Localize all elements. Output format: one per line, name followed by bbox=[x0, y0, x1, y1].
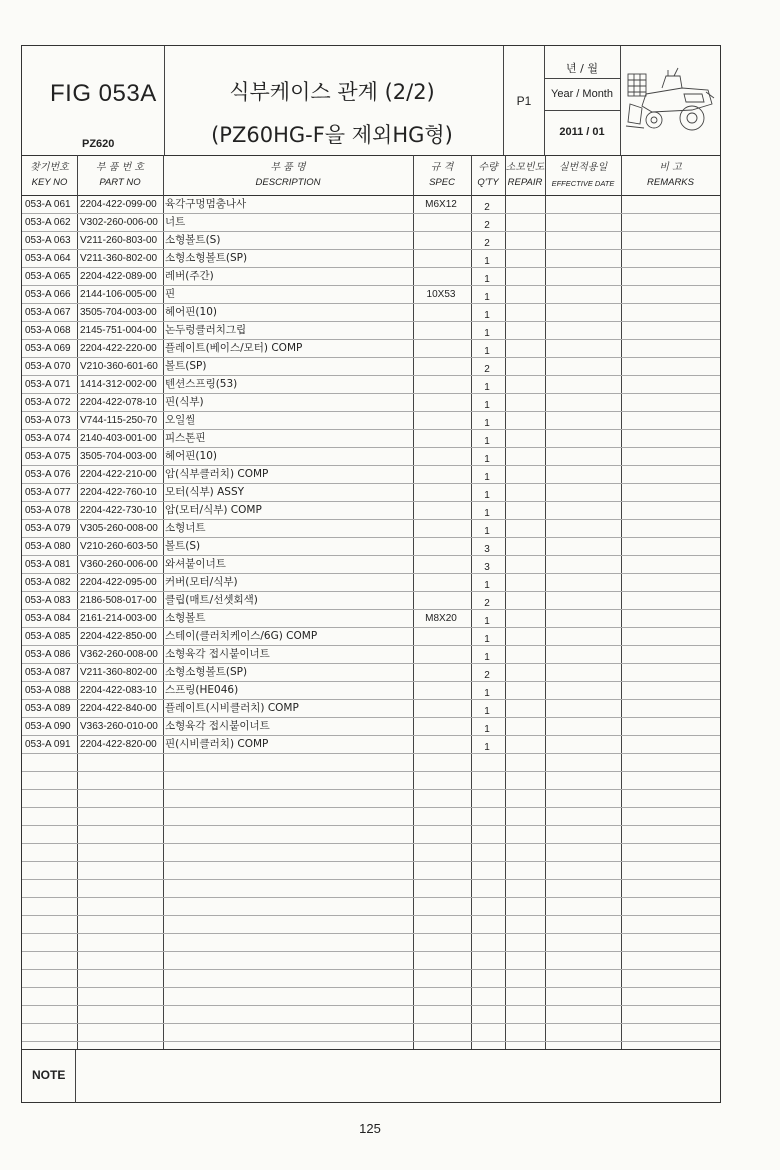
cell-key-no: 053-A 071 bbox=[25, 379, 71, 390]
cell-part-no: 2204-422-210-00 bbox=[80, 469, 157, 480]
empty-row bbox=[22, 970, 720, 988]
cell-description: 클립(매트/선셋회색) bbox=[165, 594, 258, 606]
cell-quantity: 1 bbox=[484, 418, 490, 429]
cell-part-no: 2145-751-004-00 bbox=[80, 325, 157, 336]
cell-part-no: 1414-312-002-00 bbox=[80, 379, 157, 390]
table-row bbox=[22, 322, 720, 340]
col-spec-en: SPEC bbox=[429, 177, 455, 188]
cell-part-no: 2204-422-840-00 bbox=[80, 703, 157, 714]
empty-row bbox=[22, 1006, 720, 1024]
year-month-korean: 년 / 월 bbox=[566, 62, 598, 75]
cell-part-no: 2204-422-820-00 bbox=[80, 739, 157, 750]
sheet-header bbox=[22, 46, 720, 156]
cell-part-no: 2204-422-083-10 bbox=[80, 685, 157, 696]
revision-date: 2011 / 01 bbox=[559, 126, 605, 138]
cell-part-no: V302-260-006-00 bbox=[80, 217, 158, 228]
cell-part-no: 2204-422-095-00 bbox=[80, 577, 157, 588]
cell-quantity: 1 bbox=[484, 256, 490, 267]
cell-key-no: 053-A 084 bbox=[25, 613, 71, 624]
cell-description: 소형육각 접시붙이너트 bbox=[165, 648, 270, 660]
table-row bbox=[22, 412, 720, 430]
cell-part-no: 2204-422-220-00 bbox=[80, 343, 157, 354]
empty-row bbox=[22, 934, 720, 952]
cell-quantity: 2 bbox=[484, 202, 490, 213]
empty-row bbox=[22, 988, 720, 1006]
table-row bbox=[22, 340, 720, 358]
col-key-en: KEY NO bbox=[31, 177, 68, 188]
cell-description: 소형육각 접시붙이너트 bbox=[165, 720, 270, 732]
cell-description: 소형볼트(S) bbox=[165, 234, 221, 246]
page-number: 125 bbox=[359, 1121, 381, 1136]
cell-part-no: V211-260-803-00 bbox=[80, 235, 158, 246]
cell-quantity: 1 bbox=[484, 382, 490, 393]
col-part-en: PART NO bbox=[99, 177, 141, 188]
cell-quantity: 2 bbox=[484, 220, 490, 231]
cell-quantity: 2 bbox=[484, 238, 490, 249]
table-row bbox=[22, 466, 720, 484]
table-row bbox=[22, 268, 720, 286]
cell-part-no: 2204-422-760-10 bbox=[80, 487, 157, 498]
table-row bbox=[22, 286, 720, 304]
col-remarks-en: REMARKS bbox=[647, 177, 694, 188]
cell-part-no: V305-260-008-00 bbox=[80, 523, 158, 534]
table-row bbox=[22, 430, 720, 448]
col-desc-ko: 부 품 명 bbox=[270, 162, 306, 173]
cell-part-no: 2144-106-005-00 bbox=[80, 289, 157, 300]
cell-part-no: 2204-422-850-00 bbox=[80, 631, 157, 642]
cell-part-no: V210-360-601-60 bbox=[80, 361, 158, 372]
cell-part-no: V211-360-802-00 bbox=[80, 667, 158, 678]
cell-description: 핀(시비클러치) COMP bbox=[165, 738, 269, 750]
cell-description: 스테이(클러치케이스/6G) COMP bbox=[165, 630, 318, 642]
table-row bbox=[22, 592, 720, 610]
cell-description: 육각구멍멈춤나사 bbox=[165, 198, 247, 210]
cell-description: 오일씰 bbox=[165, 414, 196, 426]
cell-quantity: 1 bbox=[484, 490, 490, 501]
cell-part-no: 2204-422-099-00 bbox=[80, 199, 157, 210]
cell-description: 너트 bbox=[165, 216, 186, 228]
cell-key-no: 053-A 091 bbox=[25, 739, 71, 750]
col-desc-en: DESCRIPTION bbox=[255, 177, 321, 188]
cell-key-no: 053-A 081 bbox=[25, 559, 71, 570]
cell-part-no: 2204-422-089-00 bbox=[80, 271, 157, 282]
cell-quantity: 2 bbox=[484, 598, 490, 609]
cell-part-no: 2161-214-003-00 bbox=[80, 613, 157, 624]
cell-quantity: 1 bbox=[484, 526, 490, 537]
cell-key-no: 053-A 078 bbox=[25, 505, 71, 516]
empty-row bbox=[22, 808, 720, 826]
cell-quantity: 1 bbox=[484, 724, 490, 735]
cell-quantity: 1 bbox=[484, 400, 490, 411]
col-eff-ko: 실번적용일 bbox=[558, 162, 608, 173]
cell-key-no: 053-A 086 bbox=[25, 649, 71, 660]
cell-part-no: V744-115-250-70 bbox=[80, 415, 158, 426]
table-row bbox=[22, 700, 720, 718]
cell-description: 핀(식부) bbox=[165, 396, 204, 408]
figure-number: FIG 053A bbox=[50, 80, 157, 107]
empty-row bbox=[22, 862, 720, 880]
title-line-1: 식부케이스 관계 (2/2) bbox=[229, 80, 435, 104]
table-row bbox=[22, 250, 720, 268]
empty-row bbox=[22, 826, 720, 844]
cell-part-no: 2140-403-001-00 bbox=[80, 433, 157, 444]
cell-quantity: 1 bbox=[484, 580, 490, 591]
table-row bbox=[22, 232, 720, 250]
table-row bbox=[22, 448, 720, 466]
empty-row bbox=[22, 952, 720, 970]
cell-key-no: 053-A 065 bbox=[25, 271, 71, 282]
cell-part-no: V363-260-010-00 bbox=[80, 721, 158, 732]
table-row bbox=[22, 628, 720, 646]
rice-transplanter-illustration bbox=[622, 64, 718, 144]
col-qty-en: Q'TY bbox=[477, 177, 499, 188]
table-row bbox=[22, 610, 720, 628]
cell-key-no: 053-A 063 bbox=[25, 235, 71, 246]
cell-description: 와셔붙이너트 bbox=[165, 558, 226, 570]
cell-description: 소형너트 bbox=[165, 522, 206, 534]
cell-key-no: 053-A 080 bbox=[25, 541, 71, 552]
cell-quantity: 1 bbox=[484, 688, 490, 699]
table-row bbox=[22, 484, 720, 502]
cell-part-no: 2186-508-017-00 bbox=[80, 595, 157, 606]
table-row bbox=[22, 718, 720, 736]
cell-key-no: 053-A 087 bbox=[25, 667, 71, 678]
cell-key-no: 053-A 073 bbox=[25, 415, 71, 426]
cell-key-no: 053-A 075 bbox=[25, 451, 71, 462]
column-header bbox=[22, 155, 720, 196]
cell-quantity: 3 bbox=[484, 544, 490, 555]
cell-key-no: 053-A 069 bbox=[25, 343, 71, 354]
cell-key-no: 053-A 061 bbox=[25, 199, 71, 210]
table-row bbox=[22, 520, 720, 538]
cell-quantity: 1 bbox=[484, 742, 490, 753]
cell-key-no: 053-A 082 bbox=[25, 577, 71, 588]
cell-part-no: V211-360-802-00 bbox=[80, 253, 158, 264]
cell-part-no: 3505-704-003-00 bbox=[80, 307, 157, 318]
table-row bbox=[22, 538, 720, 556]
empty-row bbox=[22, 754, 720, 772]
cell-key-no: 053-A 070 bbox=[25, 361, 71, 372]
cell-key-no: 053-A 072 bbox=[25, 397, 71, 408]
cell-quantity: 1 bbox=[484, 292, 490, 303]
title-line-2: (PZ60HG-F을 제외HG형) bbox=[211, 123, 453, 147]
cell-key-no: 053-A 090 bbox=[25, 721, 71, 732]
page-code: P1 bbox=[516, 94, 532, 108]
cell-key-no: 053-A 077 bbox=[25, 487, 71, 498]
cell-description: 볼트(SP) bbox=[165, 360, 207, 372]
cell-spec: 10X53 bbox=[426, 289, 456, 300]
cell-description: 볼트(S) bbox=[165, 540, 201, 552]
cell-key-no: 053-A 089 bbox=[25, 703, 71, 714]
cell-description: 암(식부클러치) COMP bbox=[165, 468, 269, 480]
cell-part-no: V210-260-603-50 bbox=[80, 541, 158, 552]
cell-quantity: 2 bbox=[484, 364, 490, 375]
cell-description: 헤어핀(10) bbox=[165, 306, 217, 318]
year-month-english: Year / Month bbox=[551, 88, 613, 100]
empty-row bbox=[22, 1024, 720, 1042]
cell-quantity: 3 bbox=[484, 562, 490, 573]
cell-key-no: 053-A 083 bbox=[25, 595, 71, 606]
cell-quantity: 1 bbox=[484, 346, 490, 357]
col-remarks-ko: 비 고 bbox=[659, 162, 682, 173]
note-area bbox=[22, 1049, 720, 1103]
cell-description: 모터(식부) ASSY bbox=[165, 486, 245, 498]
cell-quantity: 1 bbox=[484, 472, 490, 483]
cell-key-no: 053-A 067 bbox=[25, 307, 71, 318]
cell-description: 플레이트(시비클러치) COMP bbox=[165, 702, 299, 714]
col-qty-ko: 수량 bbox=[478, 162, 498, 173]
cell-description: 커버(모터/식부) bbox=[165, 576, 238, 588]
cell-quantity: 2 bbox=[484, 670, 490, 681]
cell-description: 피스톤핀 bbox=[165, 432, 206, 444]
cell-quantity: 1 bbox=[484, 328, 490, 339]
cell-quantity: 1 bbox=[484, 508, 490, 519]
cell-quantity: 1 bbox=[484, 310, 490, 321]
cell-description: 소형소형볼트(SP) bbox=[165, 252, 248, 264]
table-row bbox=[22, 358, 720, 376]
col-spec-ko: 규 격 bbox=[430, 162, 454, 173]
table-row bbox=[22, 304, 720, 322]
table-row bbox=[22, 736, 720, 754]
parts-sheet bbox=[21, 45, 721, 1103]
cell-key-no: 053-A 079 bbox=[25, 523, 71, 534]
cell-description: 핀 bbox=[165, 288, 176, 300]
cell-quantity: 1 bbox=[484, 274, 490, 285]
table-row bbox=[22, 214, 720, 232]
cell-key-no: 053-A 062 bbox=[25, 217, 71, 228]
cell-quantity: 1 bbox=[484, 652, 490, 663]
table-row bbox=[22, 196, 720, 214]
cell-description: 스프링(HE046) bbox=[165, 684, 239, 696]
col-repair-en: REPAIR bbox=[507, 177, 543, 188]
cell-spec: M8X20 bbox=[425, 613, 457, 624]
cell-part-no: 2204-422-078-10 bbox=[80, 397, 157, 408]
cell-key-no: 053-A 085 bbox=[25, 631, 71, 642]
empty-row bbox=[22, 844, 720, 862]
empty-row bbox=[22, 772, 720, 790]
cell-part-no: V362-260-008-00 bbox=[80, 649, 158, 660]
table-row bbox=[22, 646, 720, 664]
cell-part-no: V360-260-006-00 bbox=[80, 559, 158, 570]
table-row bbox=[22, 502, 720, 520]
cell-key-no: 053-A 066 bbox=[25, 289, 71, 300]
cell-quantity: 1 bbox=[484, 634, 490, 645]
cell-description: 소형소형볼트(SP) bbox=[165, 666, 248, 678]
cell-key-no: 053-A 074 bbox=[25, 433, 71, 444]
table-row bbox=[22, 394, 720, 412]
cell-description: 플레이트(베이스/모터) COMP bbox=[165, 342, 303, 354]
cell-description: 소형볼트 bbox=[165, 612, 206, 624]
cell-key-no: 053-A 076 bbox=[25, 469, 71, 480]
cell-part-no: 3505-704-003-00 bbox=[80, 451, 157, 462]
empty-row bbox=[22, 790, 720, 808]
table-row bbox=[22, 664, 720, 682]
table-row bbox=[22, 682, 720, 700]
col-key-ko: 찾기번호 bbox=[30, 162, 69, 173]
empty-row bbox=[22, 880, 720, 898]
cell-spec: M6X12 bbox=[425, 199, 457, 210]
empty-row bbox=[22, 898, 720, 916]
empty-row bbox=[22, 916, 720, 934]
table-row bbox=[22, 556, 720, 574]
col-part-ko: 부 품 번 호 bbox=[95, 162, 145, 173]
table-row bbox=[22, 574, 720, 592]
note-label: NOTE bbox=[32, 1068, 66, 1082]
cell-description: 논두렁클러치그립 bbox=[165, 324, 247, 336]
model-name: PZ620 bbox=[82, 138, 115, 150]
cell-description: 텐션스프링(53) bbox=[165, 378, 238, 390]
cell-key-no: 053-A 064 bbox=[25, 253, 71, 264]
cell-quantity: 1 bbox=[484, 436, 490, 447]
cell-key-no: 053-A 088 bbox=[25, 685, 71, 696]
cell-part-no: 2204-422-730-10 bbox=[80, 505, 157, 516]
cell-quantity: 1 bbox=[484, 616, 490, 627]
cell-quantity: 1 bbox=[484, 706, 490, 717]
cell-key-no: 053-A 068 bbox=[25, 325, 71, 336]
cell-description: 헤어핀(10) bbox=[165, 450, 217, 462]
col-eff-en: EFFECTIVE DATE bbox=[551, 179, 615, 188]
cell-quantity: 1 bbox=[484, 454, 490, 465]
cell-description: 암(모터/식부) COMP bbox=[165, 504, 262, 516]
table-row bbox=[22, 376, 720, 394]
col-repair-ko: 소모빈도 bbox=[505, 162, 545, 173]
cell-description: 레버(주간) bbox=[165, 270, 214, 282]
